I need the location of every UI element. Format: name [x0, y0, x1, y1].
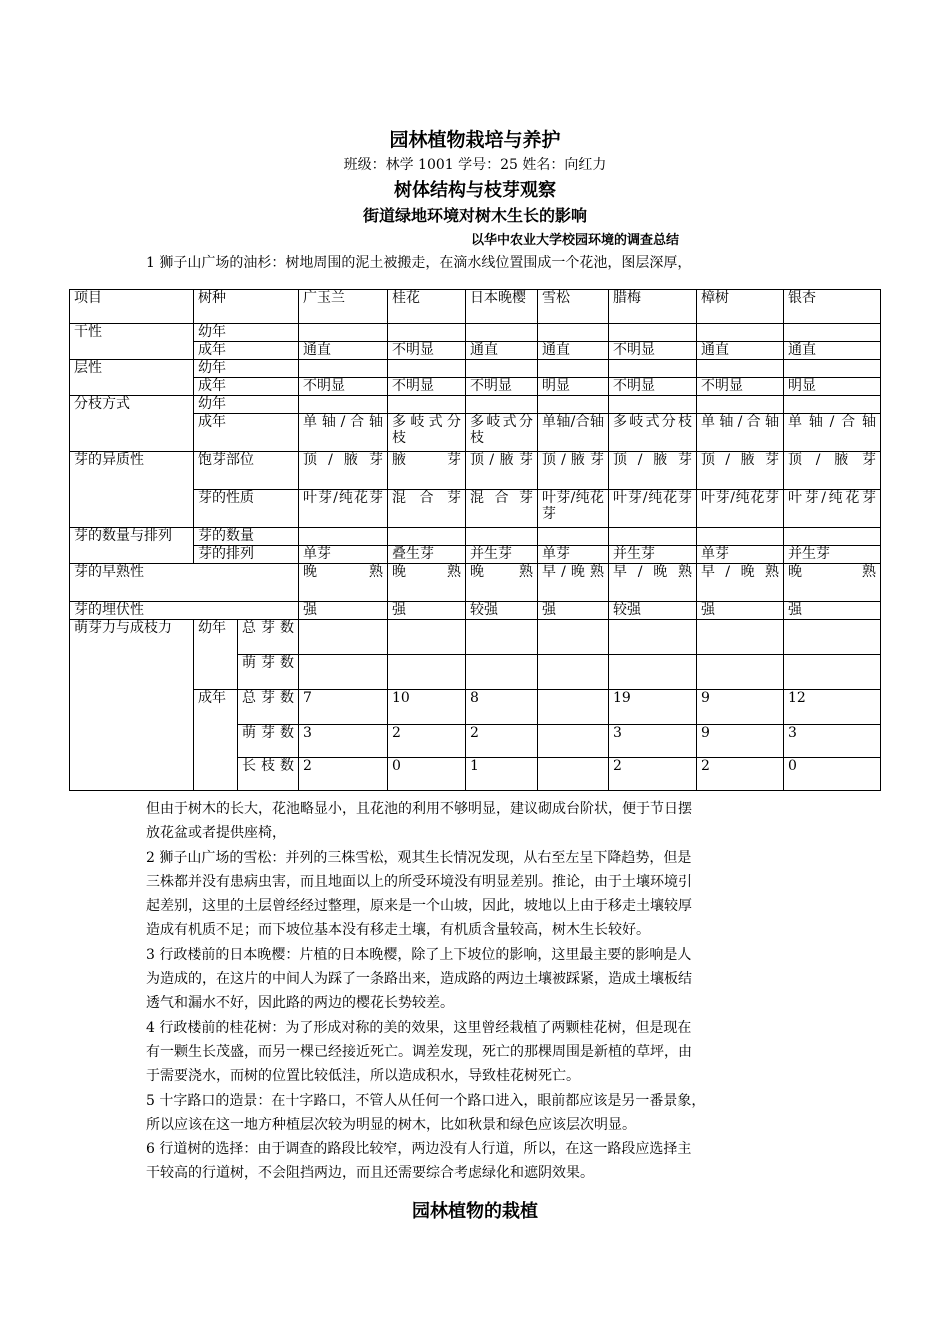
- empty-cell: [609, 528, 697, 546]
- empty-cell: [299, 528, 388, 546]
- table-cell: 并生芽: [466, 546, 538, 564]
- row-label-bud-heterogeneity: 芽的异质性: [70, 452, 194, 528]
- table-cell: 单芽: [299, 546, 388, 564]
- table-cell: 晚熟: [466, 564, 538, 602]
- table-row: [70, 528, 881, 546]
- table-cell: 3: [299, 725, 388, 758]
- table-cell: [538, 725, 609, 758]
- empty-cell: [697, 360, 784, 378]
- header-tree: 桂花: [388, 290, 466, 324]
- branching-cell: 单轴/合轴: [697, 414, 784, 452]
- table-cell: 早/晚熟: [609, 564, 697, 602]
- empty-cell: [784, 620, 881, 655]
- paragraph-line: 透气和漏水不好，因此路的两边的樱花长势较差。: [146, 995, 454, 1012]
- table-cell: 不明显: [697, 378, 784, 396]
- table-cell: 叶芽/纯花芽: [697, 490, 784, 528]
- section-heading-environment: 街道绿地环境对树木生长的影响: [362, 206, 587, 225]
- table-cell: 2: [299, 758, 388, 791]
- table-row: [70, 290, 881, 324]
- header-tree: 腊梅: [609, 290, 697, 324]
- table-row: [70, 396, 881, 414]
- empty-cell: [538, 655, 609, 690]
- table-cell: 较强: [609, 602, 697, 620]
- section-heading-structure: 树体结构与枝芽观察: [394, 180, 556, 201]
- sub-label-sprout: 萌芽数: [238, 655, 299, 690]
- empty-cell: [609, 324, 697, 342]
- empty-cell: [466, 396, 538, 414]
- table-cell: 顶/腋芽: [299, 452, 388, 490]
- table-cell: [538, 690, 609, 725]
- section-heading-planting: 园林植物的栽植: [412, 1201, 538, 1222]
- empty-cell: [466, 360, 538, 378]
- section-subheading-survey: 以华中农业大学校园环境的调查总结: [470, 233, 679, 248]
- empty-cell: [538, 324, 609, 342]
- empty-cell: [299, 620, 388, 655]
- table-cell: 2: [466, 725, 538, 758]
- table-cell: 通直: [466, 342, 538, 360]
- table-cell: 混合芽: [388, 490, 466, 528]
- sub-label-adult: 成年: [194, 342, 299, 360]
- table-cell: 7: [299, 690, 388, 725]
- sub-label-bud-arrangement: 芽的排列: [194, 546, 299, 564]
- table-cell: 顶/腋芽: [784, 452, 881, 490]
- empty-cell: [388, 396, 466, 414]
- empty-cell: [538, 360, 609, 378]
- table-cell: 不明显: [466, 378, 538, 396]
- table-cell: 叶芽/纯花芽: [784, 490, 881, 528]
- sub-label-adult: 成年: [194, 378, 299, 396]
- table-cell: 顶/腋芽: [697, 452, 784, 490]
- paragraph-line: 放花盆或者提供座椅，: [146, 825, 286, 842]
- header-tree: 雪松: [538, 290, 609, 324]
- header-tree: 银杏: [784, 290, 881, 324]
- table-cell: 晚熟: [299, 564, 388, 602]
- table-cell: 较强: [466, 602, 538, 620]
- table-row: [70, 620, 881, 655]
- table-cell: 3: [784, 725, 881, 758]
- table-row: [70, 602, 881, 620]
- table-row: [70, 324, 881, 342]
- table-cell: 不明显: [609, 378, 697, 396]
- empty-cell: [538, 528, 609, 546]
- document-title: 园林植物栽培与养护: [389, 129, 561, 151]
- table-cell: 晚熟: [388, 564, 466, 602]
- table-row: [70, 452, 881, 490]
- paragraph-line: 为造成的，在这片的中间人为踩了一条路出来，造成路的两边土壤被踩紧，造成土壤板结: [146, 971, 692, 988]
- table-cell: 并生芽: [784, 546, 881, 564]
- table-cell: 腋芽: [388, 452, 466, 490]
- sub-label-young: 幼年: [194, 396, 299, 414]
- empty-cell: [388, 528, 466, 546]
- table-cell: 强: [697, 602, 784, 620]
- branching-cell: 多岐式分枝: [388, 414, 466, 452]
- table-row: [70, 360, 881, 378]
- row-label-dormant: 芽的埋伏性: [70, 602, 299, 620]
- header-item: 项目: [70, 290, 194, 324]
- sub-label-adult: 成年: [194, 414, 299, 452]
- empty-cell: [538, 396, 609, 414]
- table-cell: 并生芽: [609, 546, 697, 564]
- table-row: [70, 564, 881, 602]
- table-cell: 不明显: [299, 378, 388, 396]
- empty-cell: [299, 324, 388, 342]
- empty-cell: [609, 360, 697, 378]
- branching-cell: 多岐式分枝: [609, 414, 697, 452]
- table-cell: 0: [388, 758, 466, 791]
- branching-cell: 单轴/合轴: [538, 414, 609, 452]
- table-cell: 1: [466, 758, 538, 791]
- sub-label-full-bud: 饱芽部位: [194, 452, 299, 490]
- table-cell: 通直: [299, 342, 388, 360]
- table-cell: 通直: [538, 342, 609, 360]
- sub-label-branch: 长枝数: [238, 758, 299, 791]
- row-label-early: 芽的早熟性: [70, 564, 299, 602]
- branching-cell: 单轴/合轴: [299, 414, 388, 452]
- empty-cell: [784, 396, 881, 414]
- table-cell: 通直: [697, 342, 784, 360]
- row-label-sprouting: 萌芽力与成枝力: [70, 620, 194, 791]
- sub-label-total: 总芽数: [238, 620, 299, 655]
- empty-cell: [697, 620, 784, 655]
- table-cell: 9: [697, 725, 784, 758]
- table-cell: 3: [609, 725, 697, 758]
- table-cell: 强: [784, 602, 881, 620]
- body-text: [146, 797, 811, 1186]
- table-cell: 单芽: [538, 546, 609, 564]
- row-label-layering: 层性: [70, 360, 194, 396]
- row-label-bud-count: 芽的数量与排列: [70, 528, 194, 564]
- empty-cell: [388, 360, 466, 378]
- table-cell: 通直: [784, 342, 881, 360]
- sub-label-total: 总芽数: [238, 690, 299, 725]
- paragraph-line: 于需要浇水，而树的位置比较低洼，所以造成积水，导致桂花树死亡。: [146, 1068, 580, 1085]
- table-cell: 强: [299, 602, 388, 620]
- empty-cell: [388, 655, 466, 690]
- empty-cell: [697, 655, 784, 690]
- empty-cell: [609, 655, 697, 690]
- header-tree: 樟树: [697, 290, 784, 324]
- paragraph-line: 造成有机质不足；而下坡位基本没有移走土壤，有机质含量较高，树木生长较好。: [146, 922, 650, 939]
- table-cell: 叶芽/纯花芽: [538, 490, 609, 528]
- empty-cell: [784, 655, 881, 690]
- empty-cell: [466, 324, 538, 342]
- table-cell: 早/晚熟: [538, 564, 609, 602]
- row-label-branching: 分枝方式: [70, 396, 194, 452]
- empty-cell: [697, 396, 784, 414]
- empty-cell: [784, 360, 881, 378]
- empty-cell: [466, 528, 538, 546]
- sub-label-sprout: 萌芽数: [238, 725, 299, 758]
- empty-cell: [466, 620, 538, 655]
- empty-cell: [299, 360, 388, 378]
- empty-cell: [784, 324, 881, 342]
- table-cell: [538, 758, 609, 791]
- observation-table: [69, 289, 881, 791]
- empty-cell: [609, 620, 697, 655]
- paragraph-line: 6 行道树的选择：由于调查的路段比较窄，两边没有人行道，所以，在这一路段应选择主: [146, 1141, 692, 1158]
- sub-label-young: 幼年: [194, 324, 299, 342]
- paragraph-line: 有一颗生长茂盛，而另一棵已经接近死亡。调差发现，死亡的那棵周围是新植的草坪，由: [146, 1043, 692, 1060]
- empty-cell: [299, 396, 388, 414]
- table-cell: 强: [388, 602, 466, 620]
- header-tree: 日本晚樱: [466, 290, 538, 324]
- table-cell: 顶/腋芽: [609, 452, 697, 490]
- table-cell: 强: [538, 602, 609, 620]
- empty-cell: [388, 620, 466, 655]
- table-cell: 10: [388, 690, 466, 725]
- row-label-trunk: 干性: [70, 324, 194, 360]
- table-cell: 明显: [784, 378, 881, 396]
- sub-label-adult: 成年: [194, 690, 238, 791]
- table-cell: 12: [784, 690, 881, 725]
- empty-cell: [466, 655, 538, 690]
- empty-cell: [609, 396, 697, 414]
- table-cell: 叶芽/纯花芽: [299, 490, 388, 528]
- table-cell: 混合芽: [466, 490, 538, 528]
- empty-cell: [538, 620, 609, 655]
- sub-label-bud-count: 芽的数量: [194, 528, 299, 546]
- paragraph-line: 所以应该在这一地方种植层次较为明显的树木，比如秋景和绿色应该层次明显。: [146, 1116, 636, 1133]
- paragraph-line: 3 行政楼前的日本晚樱：片植的日本晚樱，除了上下坡位的影响，这里最主要的影响是人: [146, 946, 692, 963]
- student-info: 班级：林学 1001 学号：25 姓名：向红力: [343, 157, 607, 173]
- table-cell: 顶/腋芽: [466, 452, 538, 490]
- paragraph-line: 但由于树木的长大，花池略显小，且花池的利用不够明显，建议砌成台阶状，便于节日摆: [146, 801, 692, 817]
- empty-cell: [388, 324, 466, 342]
- table-cell: 早/晚熟: [697, 564, 784, 602]
- branching-cell: 单轴/合轴: [784, 414, 881, 452]
- branching-cell: 多岐式分枝: [466, 414, 538, 452]
- table-cell: 叶芽/纯花芽: [609, 490, 697, 528]
- table-cell: 晚熟: [784, 564, 881, 602]
- intro-paragraph: 1 狮子山广场的油杉：树地周围的泥土被搬走，在滴水线位置围成一个花池，图层深厚，: [146, 255, 692, 271]
- table-cell: 单芽: [697, 546, 784, 564]
- paragraph-line: 起差别，这里的土层曾经经过整理，原来是一个山坡，因此，坡地以上由于移走土壤较厚: [146, 898, 692, 915]
- header-species: 树种: [194, 290, 299, 324]
- paragraph-line: 4 行政楼前的桂花树：为了形成对称的美的效果，这里曾经栽植了两颗桂花树，但是现在: [146, 1019, 692, 1036]
- empty-cell: [697, 528, 784, 546]
- table-cell: 叠生芽: [388, 546, 466, 564]
- paragraph-line: 三株都并没有患病虫害，而且地面以上的所受环境没有明显差别。推论，由于土壤环境引: [146, 873, 692, 890]
- sub-label-young: 幼年: [194, 620, 238, 690]
- sub-label-bud-nature: 芽的性质: [194, 490, 299, 528]
- table-cell: 19: [609, 690, 697, 725]
- table-cell: 8: [466, 690, 538, 725]
- empty-cell: [697, 324, 784, 342]
- paragraph-line: 2 狮子山广场的雪松：并列的三株雪松，观其生长情况发现，从右至左呈下降趋势，但是: [146, 849, 692, 866]
- empty-cell: [784, 528, 881, 546]
- header-tree: 广玉兰: [299, 290, 388, 324]
- paragraph-line: 干较高的行道树，不会阻挡两边，而且还需要综合考虑绿化和遮阴效果。: [146, 1165, 594, 1182]
- empty-cell: [299, 655, 388, 690]
- sub-label-young: 幼年: [194, 360, 299, 378]
- table-cell: 9: [697, 690, 784, 725]
- table-cell: 0: [784, 758, 881, 791]
- table-cell: 2: [388, 725, 466, 758]
- table-cell: 不明显: [609, 342, 697, 360]
- table-cell: 2: [697, 758, 784, 791]
- table-cell: 明显: [538, 378, 609, 396]
- table-cell: 不明显: [388, 378, 466, 396]
- paragraph-line: 5 十字路口的造景：在十字路口，不管人从任何一个路口进入，眼前都应该是另一番景象，: [146, 1092, 706, 1109]
- table-cell: 不明显: [388, 342, 466, 360]
- table-cell: 2: [609, 758, 697, 791]
- table-cell: 顶/腋芽: [538, 452, 609, 490]
